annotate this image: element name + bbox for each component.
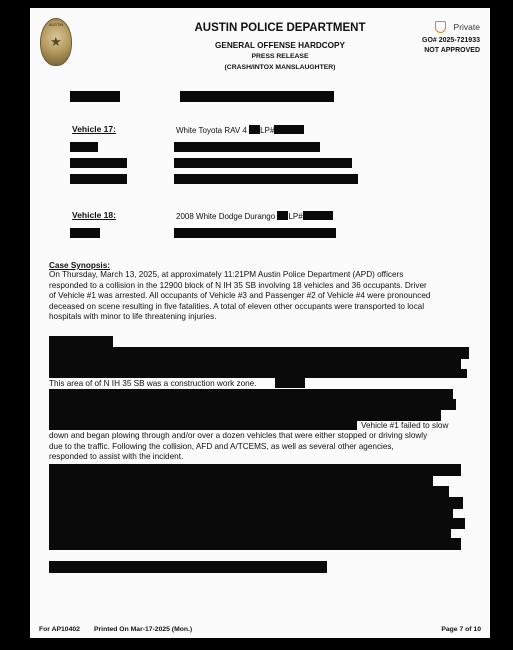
- seal-text: AUSTIN: [48, 22, 64, 27]
- form-number: For AP10402: [39, 626, 80, 633]
- redaction-bar: [180, 91, 334, 102]
- redaction-bar: [70, 174, 127, 184]
- report-type: GENERAL OFFENSE HARDCOPY: [215, 41, 345, 50]
- redaction-bar: [174, 174, 358, 184]
- redaction-bar: [49, 369, 467, 378]
- police-seal-icon: AUSTIN ★: [40, 18, 72, 66]
- redaction-bar: [49, 538, 461, 550]
- press-release-label: PRESS RELEASE: [251, 53, 309, 60]
- vehicle-17-label: Vehicle 17:: [72, 124, 116, 134]
- department-title: AUSTIN POLICE DEPARTMENT: [194, 22, 366, 34]
- redaction-bar: [70, 158, 127, 168]
- synopsis-heading: Case Synopsis:: [49, 261, 110, 270]
- print-date: Printed On Mar-17-2025 (Mon.): [94, 626, 193, 633]
- redaction-bar: [70, 228, 100, 238]
- narrative-text: down and began plowing through and/or over a dozen vehicles that were either stopped or driving slowly due to the traffic. Following the collision, AFD and A/TCEMS, as well as several other agencies, responded to assist with the incident.: [49, 431, 428, 461]
- construction-zone-text: This area of of N IH 35 SB was a construction work zone.: [49, 379, 257, 388]
- document-page: [30, 8, 490, 638]
- redaction-bar: [303, 211, 333, 220]
- redaction-bar: [277, 211, 288, 220]
- redaction-bar: [70, 142, 98, 152]
- redaction-bar: [174, 228, 336, 238]
- go-number: GO# 2025-721933: [422, 37, 480, 44]
- shield-icon: [435, 21, 446, 33]
- vehicle-17-description: White Toyota RAV 4 LP#: [176, 125, 304, 135]
- privacy-label: Private: [453, 22, 480, 32]
- redaction-bar: [174, 158, 352, 168]
- synopsis-text: On Thursday, March 13, 2025, at approximately 11:21PM Austin Police Department (APD) officers responded to a collision in the 12900 block of N IH 35 SB involving 18 vehicles and 36 occupants. Driver of Vehicle #1 was arrested. All occupants of Vehicle #3 and Passenger #2 of Vehicle #4 were pronounced deceased on scene resulting in five fatalities. A total of eleven other occupants were transported to local hospitals with minor to life threatening injuries.: [49, 270, 431, 321]
- redaction-bar: [275, 378, 305, 388]
- page-number: Page 7 of 10: [441, 626, 481, 633]
- approval-status: NOT APPROVED: [424, 47, 480, 54]
- redaction-bar: [49, 561, 327, 573]
- redaction-bar: [274, 125, 304, 134]
- redaction-bar: [70, 91, 120, 102]
- vehicle-1-text: Vehicle #1 failed to slow: [361, 421, 449, 430]
- offense-type: (CRASH/INTOX MANSLAUGHTER): [224, 64, 336, 71]
- vehicle-18-description: 2008 White Dodge Durango LP#: [176, 211, 333, 221]
- redaction-bar: [249, 125, 260, 134]
- vehicle-18-label: Vehicle 18:: [72, 210, 116, 220]
- redaction-bar: [174, 142, 320, 152]
- redaction-bar: [49, 420, 357, 430]
